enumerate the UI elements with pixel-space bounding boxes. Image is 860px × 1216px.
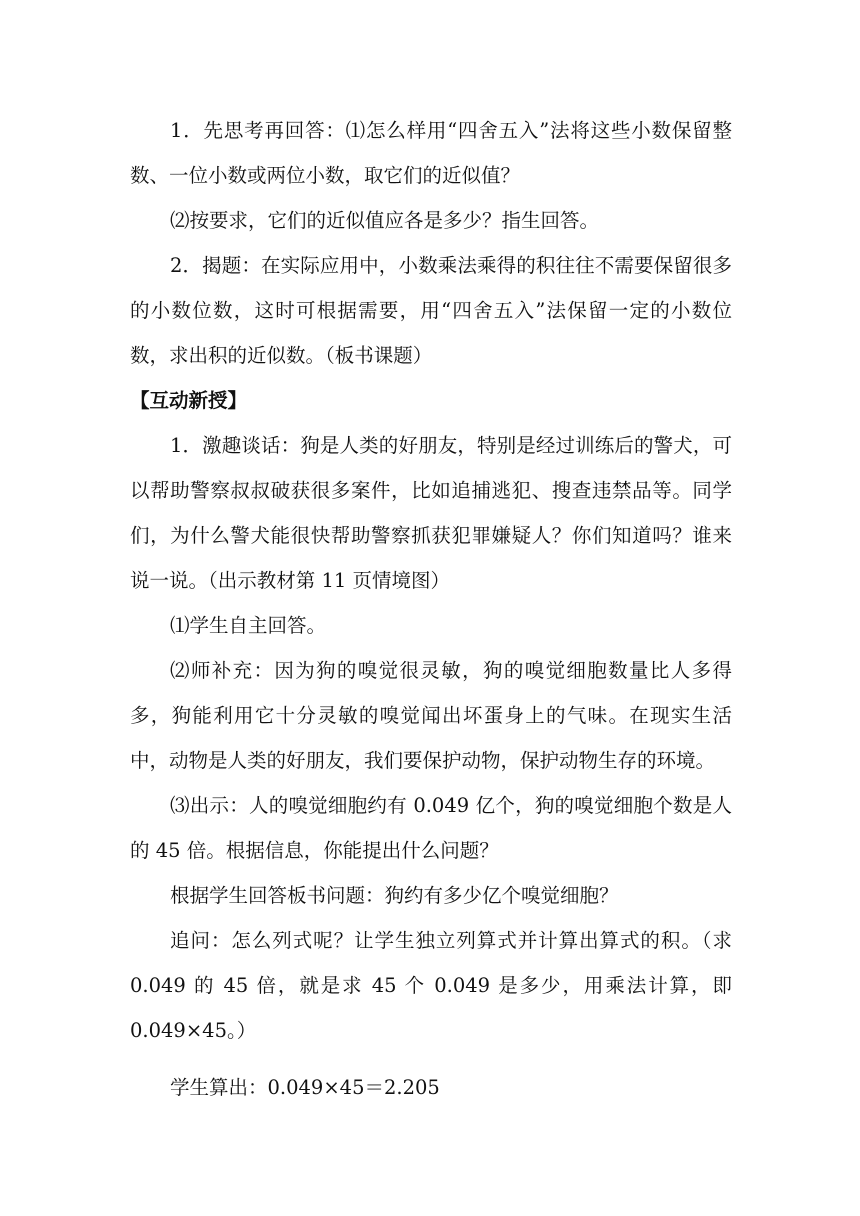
- section-heading: 【互动新授】: [130, 389, 248, 412]
- paragraph-approximate-values: ⑵按要求，它们的近似值应各是多少？指生回答。: [170, 209, 600, 232]
- paragraph-teacher-supplement: ⑵师补充：因为狗的嗅觉很灵敏，狗的嗅觉细胞数量比人多得多，狗能利用它十分灵敏的嗅觉闻出坏蛋身上的气味。在现实生活中，动物是人类的好朋友，我们要保护动物，保护动物生存的环境。: [130, 659, 732, 772]
- paragraph-student-answer: ⑴学生自主回答。: [170, 614, 327, 637]
- paragraph-follow-up: 追问：怎么列式呢？让学生独立列算式并计算出算式的积。（求 0.049 的 45 倍，就是求 45 个 0.049 是多少，用乘法计算，即 0.049×45。）: [130, 929, 732, 1042]
- paragraph-think-answer: 1．先思考再回答：⑴怎么样用“四舍五入”法将这些小数保留整数、一位小数或两位小数，取它们的近似值？: [130, 119, 732, 187]
- paragraph-board-question: 根据学生回答板书问题：狗约有多少亿个嗅觉细胞？: [170, 884, 619, 907]
- paragraph-show-info: ⑶出示：人的嗅觉细胞约有 0.049 亿个，狗的嗅觉细胞个数是人的 45 倍。根据信息，你能提出什么问题？: [130, 794, 732, 862]
- paragraph-student-calc: 学生算出：0.049×45＝2.205: [170, 1076, 440, 1099]
- paragraph-interest-talk: 1．激趣谈话：狗是人类的好朋友，特别是经过训练后的警犬，可以帮助警察叔叔破获很多案件，比如追捕逃犯、搜查违禁品等。同学们，为什么警犬能很快帮助警察抓获犯罪嫌疑人？你们知道吗？谁来说一说。（出示教材第 11 页情境图）: [130, 434, 732, 592]
- paragraph-reveal-topic: 2．揭题：在实际应用中，小数乘法乘得的积往往不需要保留很多的小数位数，这时可根据需要，用“四舍五入”法保留一定的小数位数，求出积的近似数。（板书课题）: [130, 254, 732, 367]
- document-page: [130, 108, 732, 1110]
